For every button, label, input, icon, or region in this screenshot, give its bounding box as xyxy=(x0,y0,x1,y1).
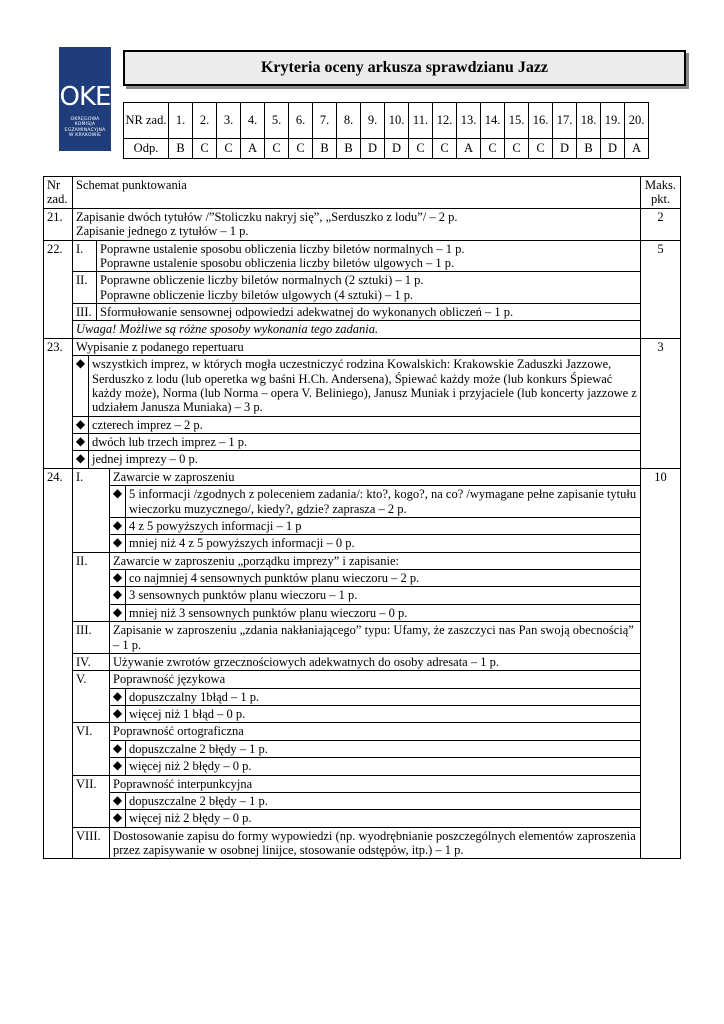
answer-number: 1. xyxy=(169,103,193,139)
answer-number: 17. xyxy=(553,103,577,139)
logo-mark: OKE xyxy=(59,82,111,112)
answer-number: 4. xyxy=(241,103,265,139)
bullet-icon: ◆ xyxy=(110,758,126,775)
answer-number: 18. xyxy=(577,103,601,139)
answer-number: 8. xyxy=(337,103,361,139)
answer-number: 10. xyxy=(385,103,409,139)
odp-label: Odp. xyxy=(124,139,169,159)
answer-number: 2. xyxy=(193,103,217,139)
bullet-icon: ◆ xyxy=(110,810,126,827)
answer-value: C xyxy=(289,139,313,159)
header-schemat: Schemat punktowania xyxy=(73,177,641,209)
bullet-icon: ◆ xyxy=(110,688,126,705)
answer-number: 3. xyxy=(217,103,241,139)
answer-number: 20. xyxy=(625,103,649,139)
answer-value: A xyxy=(241,139,265,159)
bullet-icon: ◆ xyxy=(110,570,126,587)
answer-number: 14. xyxy=(481,103,505,139)
bullet-icon: ◆ xyxy=(73,356,89,416)
answer-value: D xyxy=(553,139,577,159)
answer-number: 16. xyxy=(529,103,553,139)
task-row-23: 23. Wypisanie z podanego repertuaru 3 xyxy=(44,338,681,355)
answer-value: D xyxy=(361,139,385,159)
bullet-icon: ◆ xyxy=(110,792,126,809)
header-nr: Nr zad. xyxy=(44,177,73,209)
answer-number: 19. xyxy=(601,103,625,139)
task-row-21: 21. Zapisanie dwóch tytułów /”Stoliczku nakryj się”, „Serduszko z lodu”/ – 2 p. Zapisanie jednego z tytułów – 1 p. 2 xyxy=(44,208,681,240)
answer-key-table xyxy=(123,102,649,159)
answer-value: C xyxy=(409,139,433,159)
bullet-icon: ◆ xyxy=(73,434,89,450)
answer-value: D xyxy=(601,139,625,159)
answer-value: C xyxy=(217,139,241,159)
answer-value: C xyxy=(529,139,553,159)
task-row-24: 24. I. Zawarcie w zaproszeniu ◆ 5 informacji /zgodnych z poleceniem zadania/: kto?, kogo?, na co? /wymagane pełne zapisanie tytułu wieczorku muzycznego/, kiedy?, gdzie? zaprasza – 2 p. ◆ 4 z 5 powyższych informacji – 1 p ◆ mniej niż 4 z 5 powyższych informacji – 0 p. II. Zawarcie w zaproszeniu „porządku imprezy” i zapisanie: ◆ co najmniej 4 sensownych punktów planu wieczoru – 2 p. ◆ 3 sensownych punktów planu wieczoru – 1 p. ◆ mniej niż 3 sensownych punktów planu wieczoru – 0 p. III. Zapisanie w zaproszeniu „zdania nakłaniającego” typu: Ufamy, że zaszczyci nas Pan swoją obecnością” – 1 p. IV. Używanie zwrotów grzecznościowych adekwatnych do osoby adresata – 1 p. V. Poprawność językowa ◆ dopuszczalny 1błąd – 1 p. ◆ więcej niż 1 błąd – 0 p. VI. Poprawność ortograficzna ◆ dopuszczalne 2 błędy – 1 p. ◆ więcej niż 2 błędy – 0 p. VII. Poprawność interpunkcyjna ◆ dopuszczalne 2 błędy – 1 p. ◆ więcej niż 2 błędy – 0 p. VIII. Dostosowanie zapisu do formy wypowiedzi (np. wyodrębnianie poszczególnych elementów zaproszenia przez zapisywanie w osobnej linijce, stosowanie odstępów, itp.) – 1 p. 10 xyxy=(44,468,681,859)
answer-value: B xyxy=(169,139,193,159)
bullet-icon: ◆ xyxy=(110,604,126,621)
logo-text: OKRĘGOWA KOMISJA EGZAMINACYJNA W KRAKOWIE xyxy=(64,116,106,139)
note: Uwaga! Możliwe są różne sposoby wykonania tego zadania. xyxy=(73,321,641,338)
answer-value: A xyxy=(625,139,649,159)
page-title: Kryteria oceny arkusza sprawdzianu Jazz xyxy=(123,50,686,86)
answer-value: B xyxy=(337,139,361,159)
answer-number: 13. xyxy=(457,103,481,139)
answer-value: C xyxy=(505,139,529,159)
answer-value: A xyxy=(457,139,481,159)
answer-number: 6. xyxy=(289,103,313,139)
answer-value: C xyxy=(193,139,217,159)
task-row-22: 22. I. Poprawne ustalenie sposobu obliczenia liczby biletów normalnych – 1 p. Poprawne ustalenie sposobu obliczenia liczby biletów ulgowych – 1 p. 5 xyxy=(44,240,681,272)
bullet-icon: ◆ xyxy=(73,417,89,433)
answer-value: C xyxy=(481,139,505,159)
answer-value: D xyxy=(385,139,409,159)
answer-value: C xyxy=(265,139,289,159)
oke-logo xyxy=(59,47,111,151)
answer-value: C xyxy=(433,139,457,159)
answer-number: 12. xyxy=(433,103,457,139)
bullet-icon: ◆ xyxy=(110,587,126,604)
answer-number: 9. xyxy=(361,103,385,139)
bullet-icon: ◆ xyxy=(73,451,89,467)
nr-label: NR zad. xyxy=(124,103,169,139)
answer-number: 7. xyxy=(313,103,337,139)
bullet-icon: ◆ xyxy=(110,486,126,518)
answer-value: B xyxy=(577,139,601,159)
answer-number: 5. xyxy=(265,103,289,139)
scoring-table: Nr zad. Schemat punktowania Maks. pkt. 21. Zapisanie dwóch tytułów /”Stoliczku nakryj się”, „Serduszko z lodu”/ – 2 p. Zapisanie jednego z tytułów – 1 p. 2 22. I. Poprawne ustalenie sposobu obliczenia liczby biletów normalnych – 1 p. Poprawne ustalenie sposobu obliczenia liczby biletów ulgowych – 1 p. 5 II. Poprawne obliczenie liczby biletów normalnych (2 sztuki) – 1 p. Poprawne obliczenie liczby biletów ulgowych (4 sztuki) – 1 p. III. Sformułowanie sensownej odpowiedzi adekwatnej do wykonanych obliczeń – 1 p. Uwaga! Możliwe są różne sposoby wykonania tego zadania. 23. Wypisanie z podanego repertuaru 3 ◆ wszystkich imprez, w których mogła uczestniczyć rodzina Kowalskich: Krakowskie Zaduszki Jazzowe, Serduszko z lodu (lub operetka wg baśni H.Ch. Andersena), Śpiewać każdy może (lub konkurs Śpiewać każdy może), Norma (lub Norma – opera V. Beliniego), Janusz Muniak i przyjaciele (lub koncerty jazzowe z udziałem Janusza Muniaka) – 3 p. ◆ czterech imprez – 2 p. ◆ dwóch lub trzech imprez – 1 p. ◆ jednej imprezy – 0 p. 24. I. Zawarcie w zaproszeniu ◆ 5 informacji /zgodnych z poleceniem zadania/: kto?, kogo?, na co? /wymagane pełne zapisanie tytułu wieczorku muzycznego/, kiedy?, gdzie? zaprasza – 2 p. ◆ 4 z 5 powyższych informacji – 1 p ◆ mniej niż 4 z 5 powyższych informacji – 0 p. II. Zawarcie w zaproszeniu „porządku imprezy” i zapisanie: ◆ co najmniej 4 sensownych punktów planu wieczoru – 2 p. ◆ 3 sensownych punktów planu wieczoru – 1 p. ◆ mniej niż 3 sensownych punktów planu wieczoru – 0 p. III. Zapisanie w zaproszeniu „zdania nakłaniającego” typu: Ufamy, że zaszczyci nas Pan swoją obecnością” – 1 p. IV. Używanie zwrotów grzecznościowych adekwatnych do osoby adresata – 1 p. V. Poprawność językowa ◆ dopuszczalny 1błąd – 1 p. ◆ więcej niż 1 błąd – 0 p. VI. Poprawność ortograficzna ◆ dopuszczalne 2 błędy – 1 p. ◆ więcej niż 2 błędy – 0 p. VII. Poprawność interpunkcyjna ◆ dopuszczalne 2 błędy – 1 p. ◆ więcej niż 2 błędy – 0 p. VIII. Dostosowanie zapisu do formy wypowiedzi (np. wyodrębnianie poszczególnych elementów zaproszenia przez zapisywanie w osobnej linijce, stosowanie odstępów, itp.) – 1 p. 10 xyxy=(43,176,681,859)
bullet-icon: ◆ xyxy=(110,740,126,757)
bullet-icon: ◆ xyxy=(110,706,126,723)
bullet-icon: ◆ xyxy=(110,535,126,552)
header-maks: Maks. pkt. xyxy=(641,177,681,209)
answer-value: B xyxy=(313,139,337,159)
bullet-icon: ◆ xyxy=(110,517,126,534)
answer-number: 15. xyxy=(505,103,529,139)
answer-number: 11. xyxy=(409,103,433,139)
